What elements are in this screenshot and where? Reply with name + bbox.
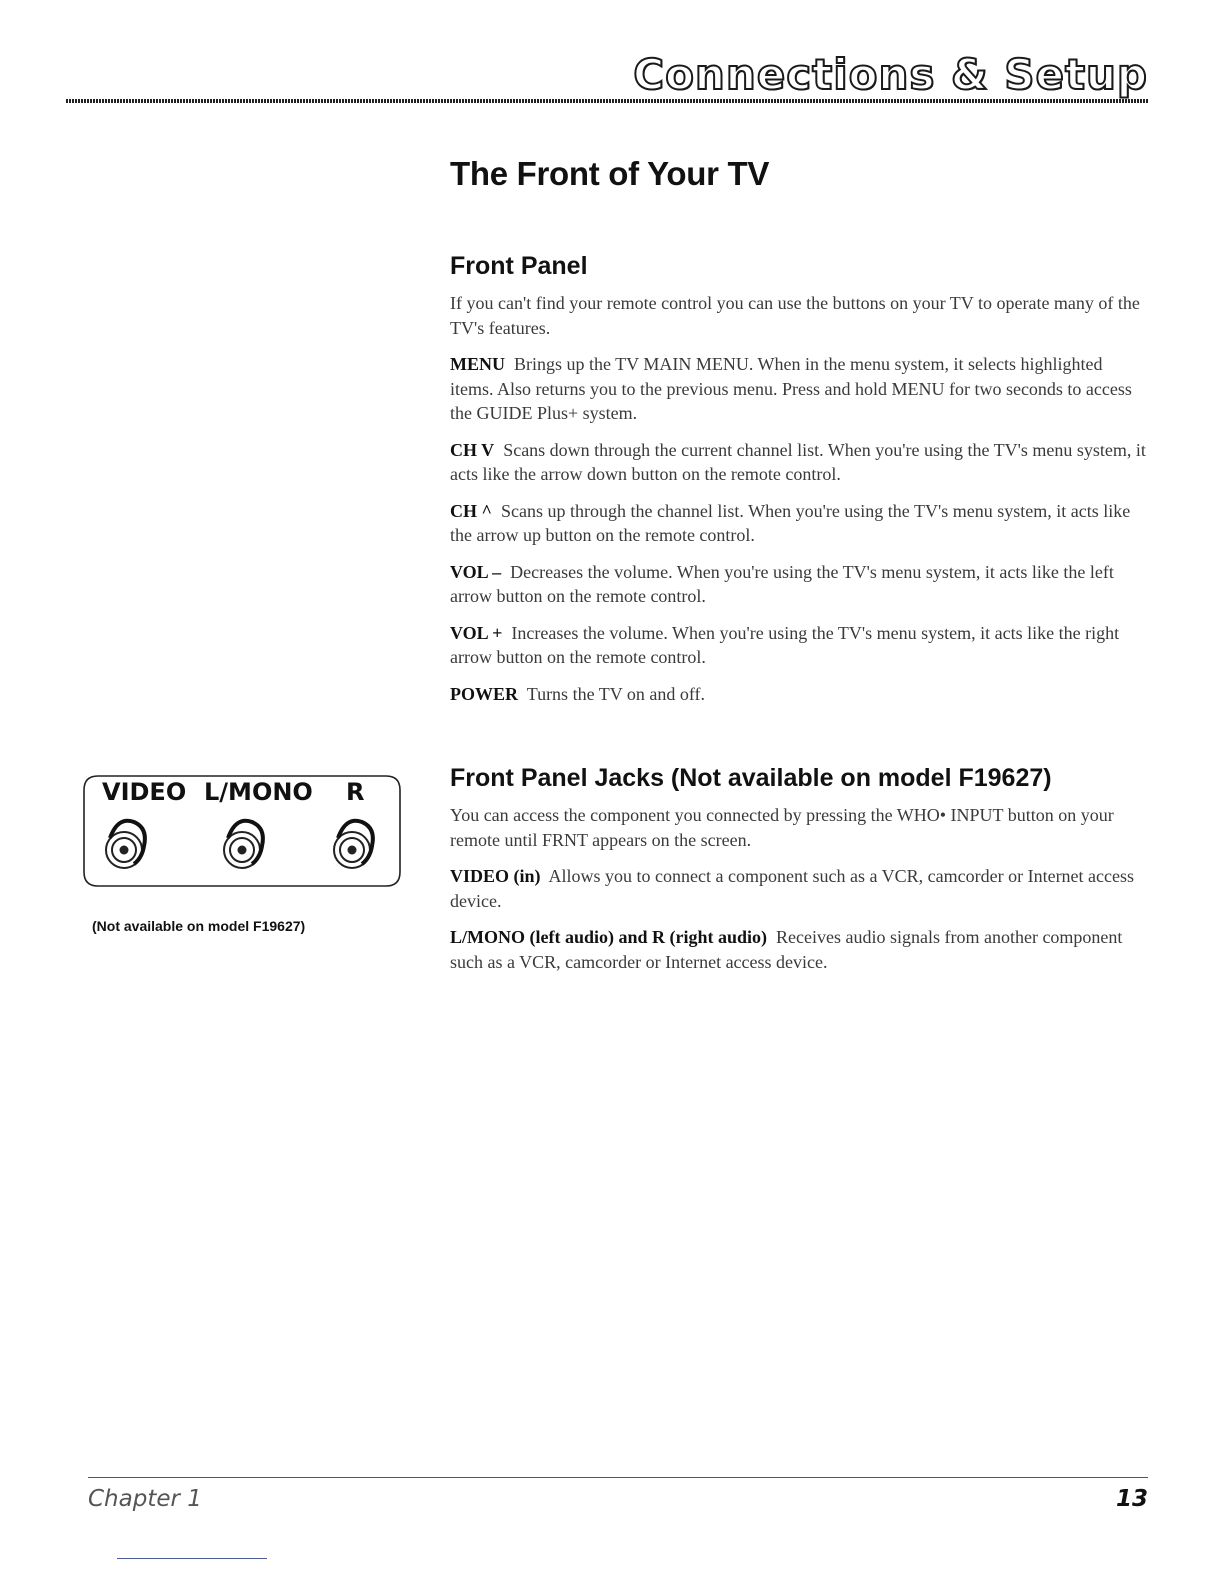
jack-label-lmono: L/MONO <box>204 778 313 806</box>
term-ch-up: CH ^ <box>450 500 492 521</box>
item-vol-up <box>450 621 1150 670</box>
page-title-block <box>450 155 1150 193</box>
front-panel-jacks-intro: You can access the component you connected by pressing the WHO• INPUT button on your remote until FRNT appears on the screen. <box>450 805 1114 850</box>
desc-menu: Brings up the TV MAIN MENU. When in the menu system, it selects highlighted items. Also returns you to the previous menu. Press and hold MENU for two seconds to access the GUIDE Plus+ system. <box>450 354 1132 423</box>
desc-vol-up: Increases the volume. When you're using the TV's menu system, it acts like the right arrow button on the remote control. <box>450 622 1120 667</box>
item-video-in <box>450 864 1150 913</box>
front-panel-section <box>450 252 1150 718</box>
term-vol-down: VOL – <box>450 561 502 582</box>
desc-video-in: Allows you to connect a component such as a VCR, camcorder or Internet access device. <box>450 866 1135 911</box>
header-divider <box>66 99 1148 103</box>
front-panel-jacks-heading: Front Panel Jacks (Not available on model F19627) <box>450 764 1052 792</box>
item-ch-down <box>450 438 1150 487</box>
front-panel-jacks-section <box>450 764 1150 986</box>
front-panel-intro: If you can't find your remote control you can use the buttons on your TV to operate many of the TV's features. <box>450 293 1140 338</box>
page-title: The Front of Your TV <box>450 155 770 192</box>
term-video-in: VIDEO (in) <box>450 866 541 886</box>
bottom-accent-line <box>117 1558 267 1559</box>
left-audio-jack-icon <box>224 821 263 868</box>
jack-label-video: VIDEO <box>102 778 187 806</box>
diagram-caption: (Not available on model F19627) <box>92 918 306 934</box>
footer-divider <box>88 1477 1148 1478</box>
item-menu <box>450 352 1150 426</box>
desc-audio-in: Receives audio signals from another component such as a VCR, camcorder or Internet access device. <box>450 927 1123 972</box>
desc-ch-down: Scans down through the current channel list. When you're using the TV's menu system, it acts like the arrow down button on the remote control. <box>450 439 1146 484</box>
term-ch-down: CH V <box>450 439 495 460</box>
desc-power: Turns the TV on and off. <box>526 683 706 704</box>
term-vol-up: VOL + <box>450 622 503 643</box>
video-jack-icon <box>106 821 145 868</box>
front-jacks-diagram <box>82 772 402 890</box>
page-number: 13 <box>1115 1486 1148 1512</box>
front-panel-heading: Front Panel <box>450 252 588 280</box>
term-power: POWER <box>450 683 519 704</box>
footer-chapter: Chapter 1 <box>88 1486 202 1512</box>
item-audio-in <box>450 925 1150 974</box>
item-vol-down <box>450 560 1150 609</box>
section-header-title: Connections & Setup <box>633 50 1148 99</box>
term-audio-in: L/MONO (left audio) and R (right audio) <box>450 927 768 947</box>
jack-label-r: R <box>346 778 365 806</box>
desc-ch-up: Scans up through the channel list. When you're using the TV's menu system, it acts like the arrow up button on the remote control. <box>450 500 1131 545</box>
item-ch-up <box>450 499 1150 548</box>
item-power <box>450 682 1150 707</box>
right-audio-jack-icon <box>334 821 373 868</box>
jack-labels <box>82 778 402 812</box>
desc-vol-down: Decreases the volume. When you're using the TV's menu system, it acts like the left arrow button on the remote control. <box>450 561 1114 606</box>
term-menu: MENU <box>450 354 505 374</box>
